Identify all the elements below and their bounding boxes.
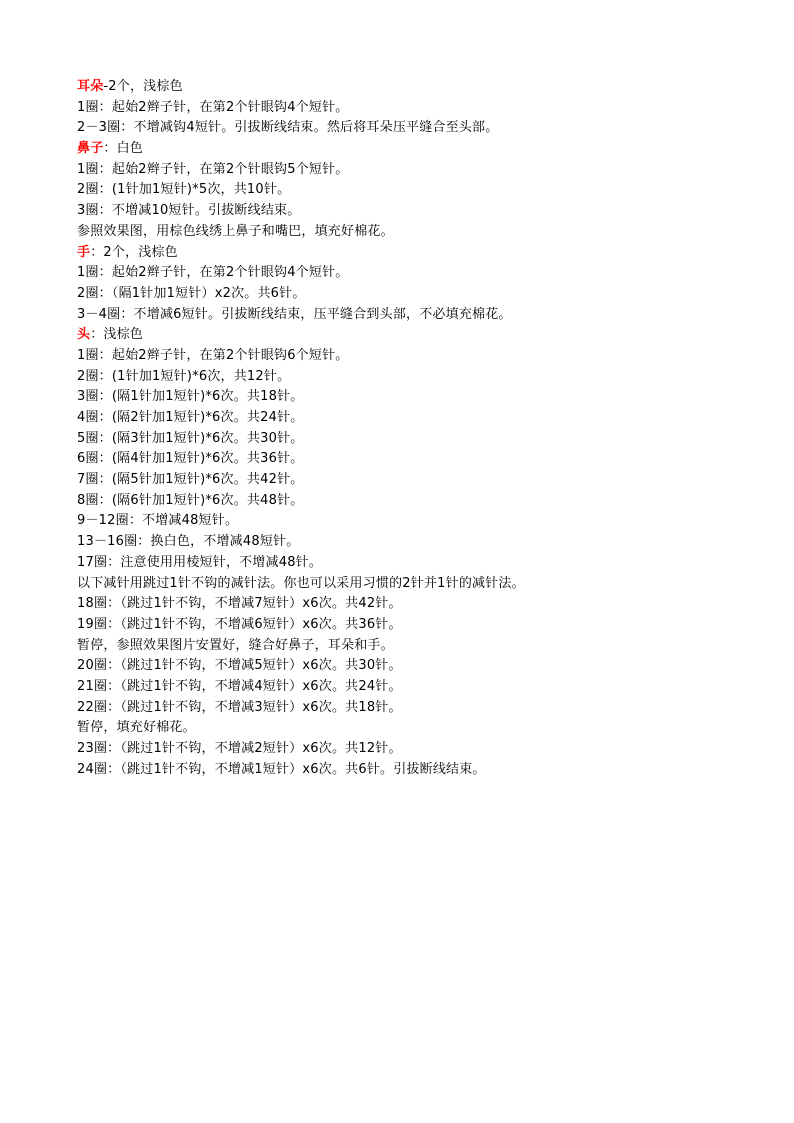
instruction-line: 19圈：（跳过1针不钩，不增减6短针）x6次。共36针。 [77, 616, 402, 632]
instruction-line: 参照效果图，用棕色线绣上鼻子和嘴巴，填充好棉花。 [77, 223, 394, 239]
instruction-line: 8圈：(隔6针加1短针)*6次。共48针。 [77, 492, 304, 508]
instruction-line: 5圈：(隔3针加1短针)*6次。共30针。 [77, 430, 304, 446]
section-heading: 手 [77, 244, 91, 260]
instruction-line: 4圈：(隔2针加1短针)*6次。共24针。 [77, 410, 304, 425]
section-heading-detail: ：浅棕色 [90, 327, 144, 343]
instruction-line: 24圈：（跳过1针不钩，不增减1短针）x6次。共6针。引拔断线结束。 [77, 761, 486, 777]
instruction-line: 23圈：（跳过1针不钩，不增减2短针）x6次。共12针。 [77, 741, 402, 756]
instruction-line: 1圈：起始2辫子针，在第2个针眼钩6个短针。 [77, 347, 349, 363]
instruction-line: 9－12圈：不增减48短针。 [77, 513, 239, 529]
instruction-line: 7圈：(隔5针加1短针)*6次。共42针。 [77, 472, 304, 488]
instruction-line: 1圈：起始2辫子针，在第2个针眼钩5个短针。 [77, 161, 349, 177]
section-heading-detail: ：2个，浅棕色 [90, 244, 178, 260]
instruction-line: 3－4圈：不增减6短针。引拔断线结束，压平缝合到头部，不必填充棉花。 [77, 306, 512, 322]
instruction-line: 3圈：不增减10短针。引拔断线结束。 [77, 203, 301, 219]
instruction-line: 18圈：（跳过1针不钩，不增减7短针）x6次。共42针。 [77, 596, 402, 612]
instruction-line: 2圈：(1针加1短针)*5次，共10针。 [77, 182, 291, 198]
instruction-line: 2圈：(1针加1短针)*6次，共12针。 [77, 368, 291, 384]
instruction-line: 21圈：（跳过1针不钩，不增减4短针）x6次。共24针。 [77, 678, 402, 694]
section-heading-detail: ：白色 [103, 141, 144, 157]
section-heading: 鼻子 [77, 141, 104, 157]
section-heading: 头 [77, 327, 91, 343]
instruction-line: 暂停，参照效果图片安置好，缝合好鼻子，耳朵和手。 [77, 637, 394, 653]
instruction-line: 13－16圈：换白色，不增减48短针。 [77, 534, 300, 550]
section-heading: 耳朵 [77, 79, 104, 94]
section-heading-line [77, 243, 757, 264]
section-heading-detail: -2个，浅棕色 [103, 79, 183, 94]
instruction-line: 1圈：起始2辫子针，在第2个针眼钩4个短针。 [77, 99, 349, 115]
instruction-line: 暂停，填充好棉花。 [77, 720, 196, 736]
instruction-line: 17圈：注意使用用棱短针，不增减48针。 [77, 554, 323, 570]
instruction-line: 以下减针用跳过1针不钩的减针法。你也可以采用习惯的2针并1针的减针法。 [77, 575, 525, 591]
section-heading-line [77, 139, 757, 160]
instruction-line: 1圈：起始2辫子针，在第2个针眼钩4个短针。 [77, 265, 349, 281]
instruction-line: 2圈：（隔1针加1短针）x2次。共6针。 [77, 285, 306, 301]
instruction-line: 22圈：（跳过1针不钩，不增减3短针）x6次。共18针。 [77, 699, 402, 715]
pattern-text [77, 77, 757, 780]
instruction-line: 2－3圈：不增减钩4短针。引拔断线结束。然后将耳朵压平缝合至头部。 [77, 120, 499, 136]
instruction-line: 3圈：(隔1针加1短针)*6次。共18针。 [77, 389, 304, 405]
section-heading-line [77, 325, 757, 346]
section-heading-line [77, 77, 757, 98]
instruction-line: 6圈：(隔4针加1短针)*6次。共36针。 [77, 451, 304, 467]
instruction-line: 20圈：（跳过1针不钩，不增减5短针）x6次。共30针。 [77, 658, 402, 674]
